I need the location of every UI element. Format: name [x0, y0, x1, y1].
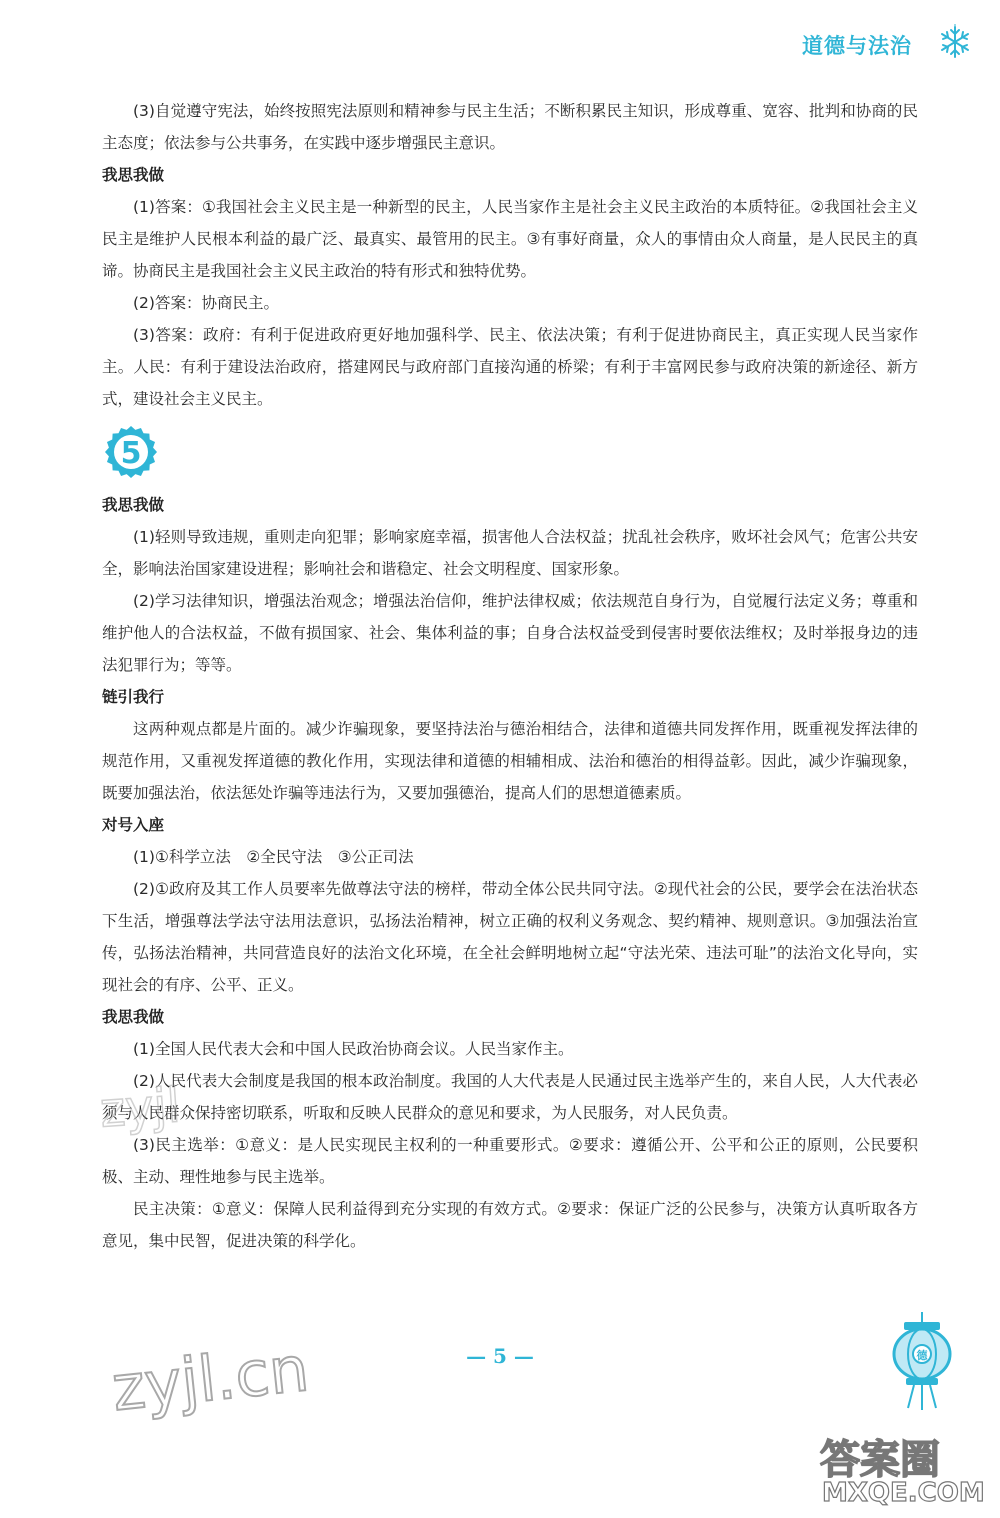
corner-watermark-text: 答案圈 [820, 1437, 940, 1483]
section-heading: 链引我行 [102, 688, 165, 706]
snowflake-icon [938, 24, 972, 60]
answer-paragraph: (3)自觉遵守宪法，始终按照宪法原则和精神参与民主生活；不断积累民主知识，形成尊重、宽容、批判和协商的民主态度；依法参与公共事务，在实践中逐步增强民主意识。 [102, 102, 918, 152]
faint-watermark: zyjl [98, 1077, 183, 1139]
site-watermark: zyjl.cn [108, 1331, 313, 1426]
section-heading: 我思我做 [102, 496, 165, 514]
answer-paragraph: (2)人民代表大会制度是我国的根本政治制度。我国的人大代表是人民通过民主选举产生的，来自人民，人大代表必须与人民群众保持密切联系，听取和反映人民群众的意见和要求，为人民服务，对人民负责。 [102, 1072, 918, 1122]
answer-paragraph: 民主决策：①意义：保障人民利益得到充分实现的有效方式。②要求：保证广泛的公民参与，决策方认真听取各方意见，集中民智，促进决策的科学化。 [102, 1200, 918, 1250]
answer-paragraph: (1)轻则导致违规，重则走向犯罪；影响家庭幸福，损害他人合法权益；扰乱社会秩序，败坏社会风气；危害公共安全，影响法治国家建设进程；影响社会和谐稳定、社会文明程度、国家形象。 [102, 528, 918, 578]
page-number: — 5 — [466, 1344, 534, 1368]
section-number-badge [104, 425, 158, 479]
lantern-icon [884, 1312, 954, 1412]
section-number: 5 [120, 436, 142, 471]
answer-content [102, 95, 918, 1257]
answer-paragraph: (1)答案：①我国社会主义民主是一种新型的民主，人民当家作主是社会主义民主政治的本质特征。②我国社会主义民主是维护人民根本利益的最广泛、最真实、最管用的民主。③有事好商量，众人的事情由众人商量，是人民民主的真谛。协商民主是我国社会主义民主政治的特有形式和独特优势。 [102, 198, 918, 280]
answer-paragraph: 这两种观点都是片面的。减少诈骗现象，要坚持法治与德治相结合，法律和道德共同发挥作用，既重视发挥法律的规范作用，又重视发挥道德的教化作用，实现法律和道德的相辅相成、法治和德治的相得益彰。因此，减少诈骗现象，既要加强法治，依法惩处诈骗等违法行为，又要加强德治，提高人们的思想道德素质。 [102, 720, 918, 802]
answer-paragraph: (1)全国人民代表大会和中国人民政治协商会议。人民当家作主。 [133, 1040, 574, 1058]
corner-watermark-url: MXQE.COM [822, 1478, 985, 1508]
section-heading: 我思我做 [102, 1008, 165, 1026]
answer-paragraph: (1)①科学立法 ②全民守法 ③公正司法 [133, 848, 414, 866]
answer-paragraph: (2)学习法律知识，增强法治观念；增强法治信仰，维护法律权威；依法规范自身行为，自觉履行法定义务；尊重和维护他人的合法权益，不做有损国家、社会、集体利益的事；自身合法权益受到侵害时要依法维权；及时举报身边的违法犯罪行为；等等。 [102, 592, 918, 674]
section-heading: 我思我做 [102, 166, 165, 184]
answer-paragraph: (3)民主选举：①意义：是人民实现民主权利的一种重要形式。②要求：遵循公开、公平和公正的原则，公民要积极、主动、理性地参与民主选举。 [102, 1136, 918, 1186]
answer-paragraph: (3)答案：政府：有利于促进政府更好地加强科学、民主、依法决策；有利于促进协商民主，真正实现人民当家作主。人民：有利于建设法治政府，搭建网民与政府部门直接沟通的桥梁；有利于丰富网民参与政府决策的新途径、新方式，建设社会主义民主。 [102, 326, 918, 408]
lantern-char: 德 [916, 1349, 928, 1362]
section-heading: 对号入座 [102, 816, 165, 834]
answer-paragraph: (2)①政府及其工作人员要率先做尊法守法的榜样，带动全体公民共同守法。②现代社会的公民，要学会在法治状态下生活，增强尊法学法守法用法意识，弘扬法治精神，树立正确的权利义务观念、契约精神、规则意识。③加强法治宣传，弘扬法治精神，共同营造良好的法治文化环境，在全社会鲜明地树立起“守法光荣、违法可耻”的法治文化导向，实现社会的有序、公平、正义。 [102, 880, 918, 994]
header-title: 道德与法治 [802, 34, 912, 58]
answer-paragraph: (2)答案：协商民主。 [133, 294, 279, 312]
corner-watermark [820, 1428, 995, 1513]
